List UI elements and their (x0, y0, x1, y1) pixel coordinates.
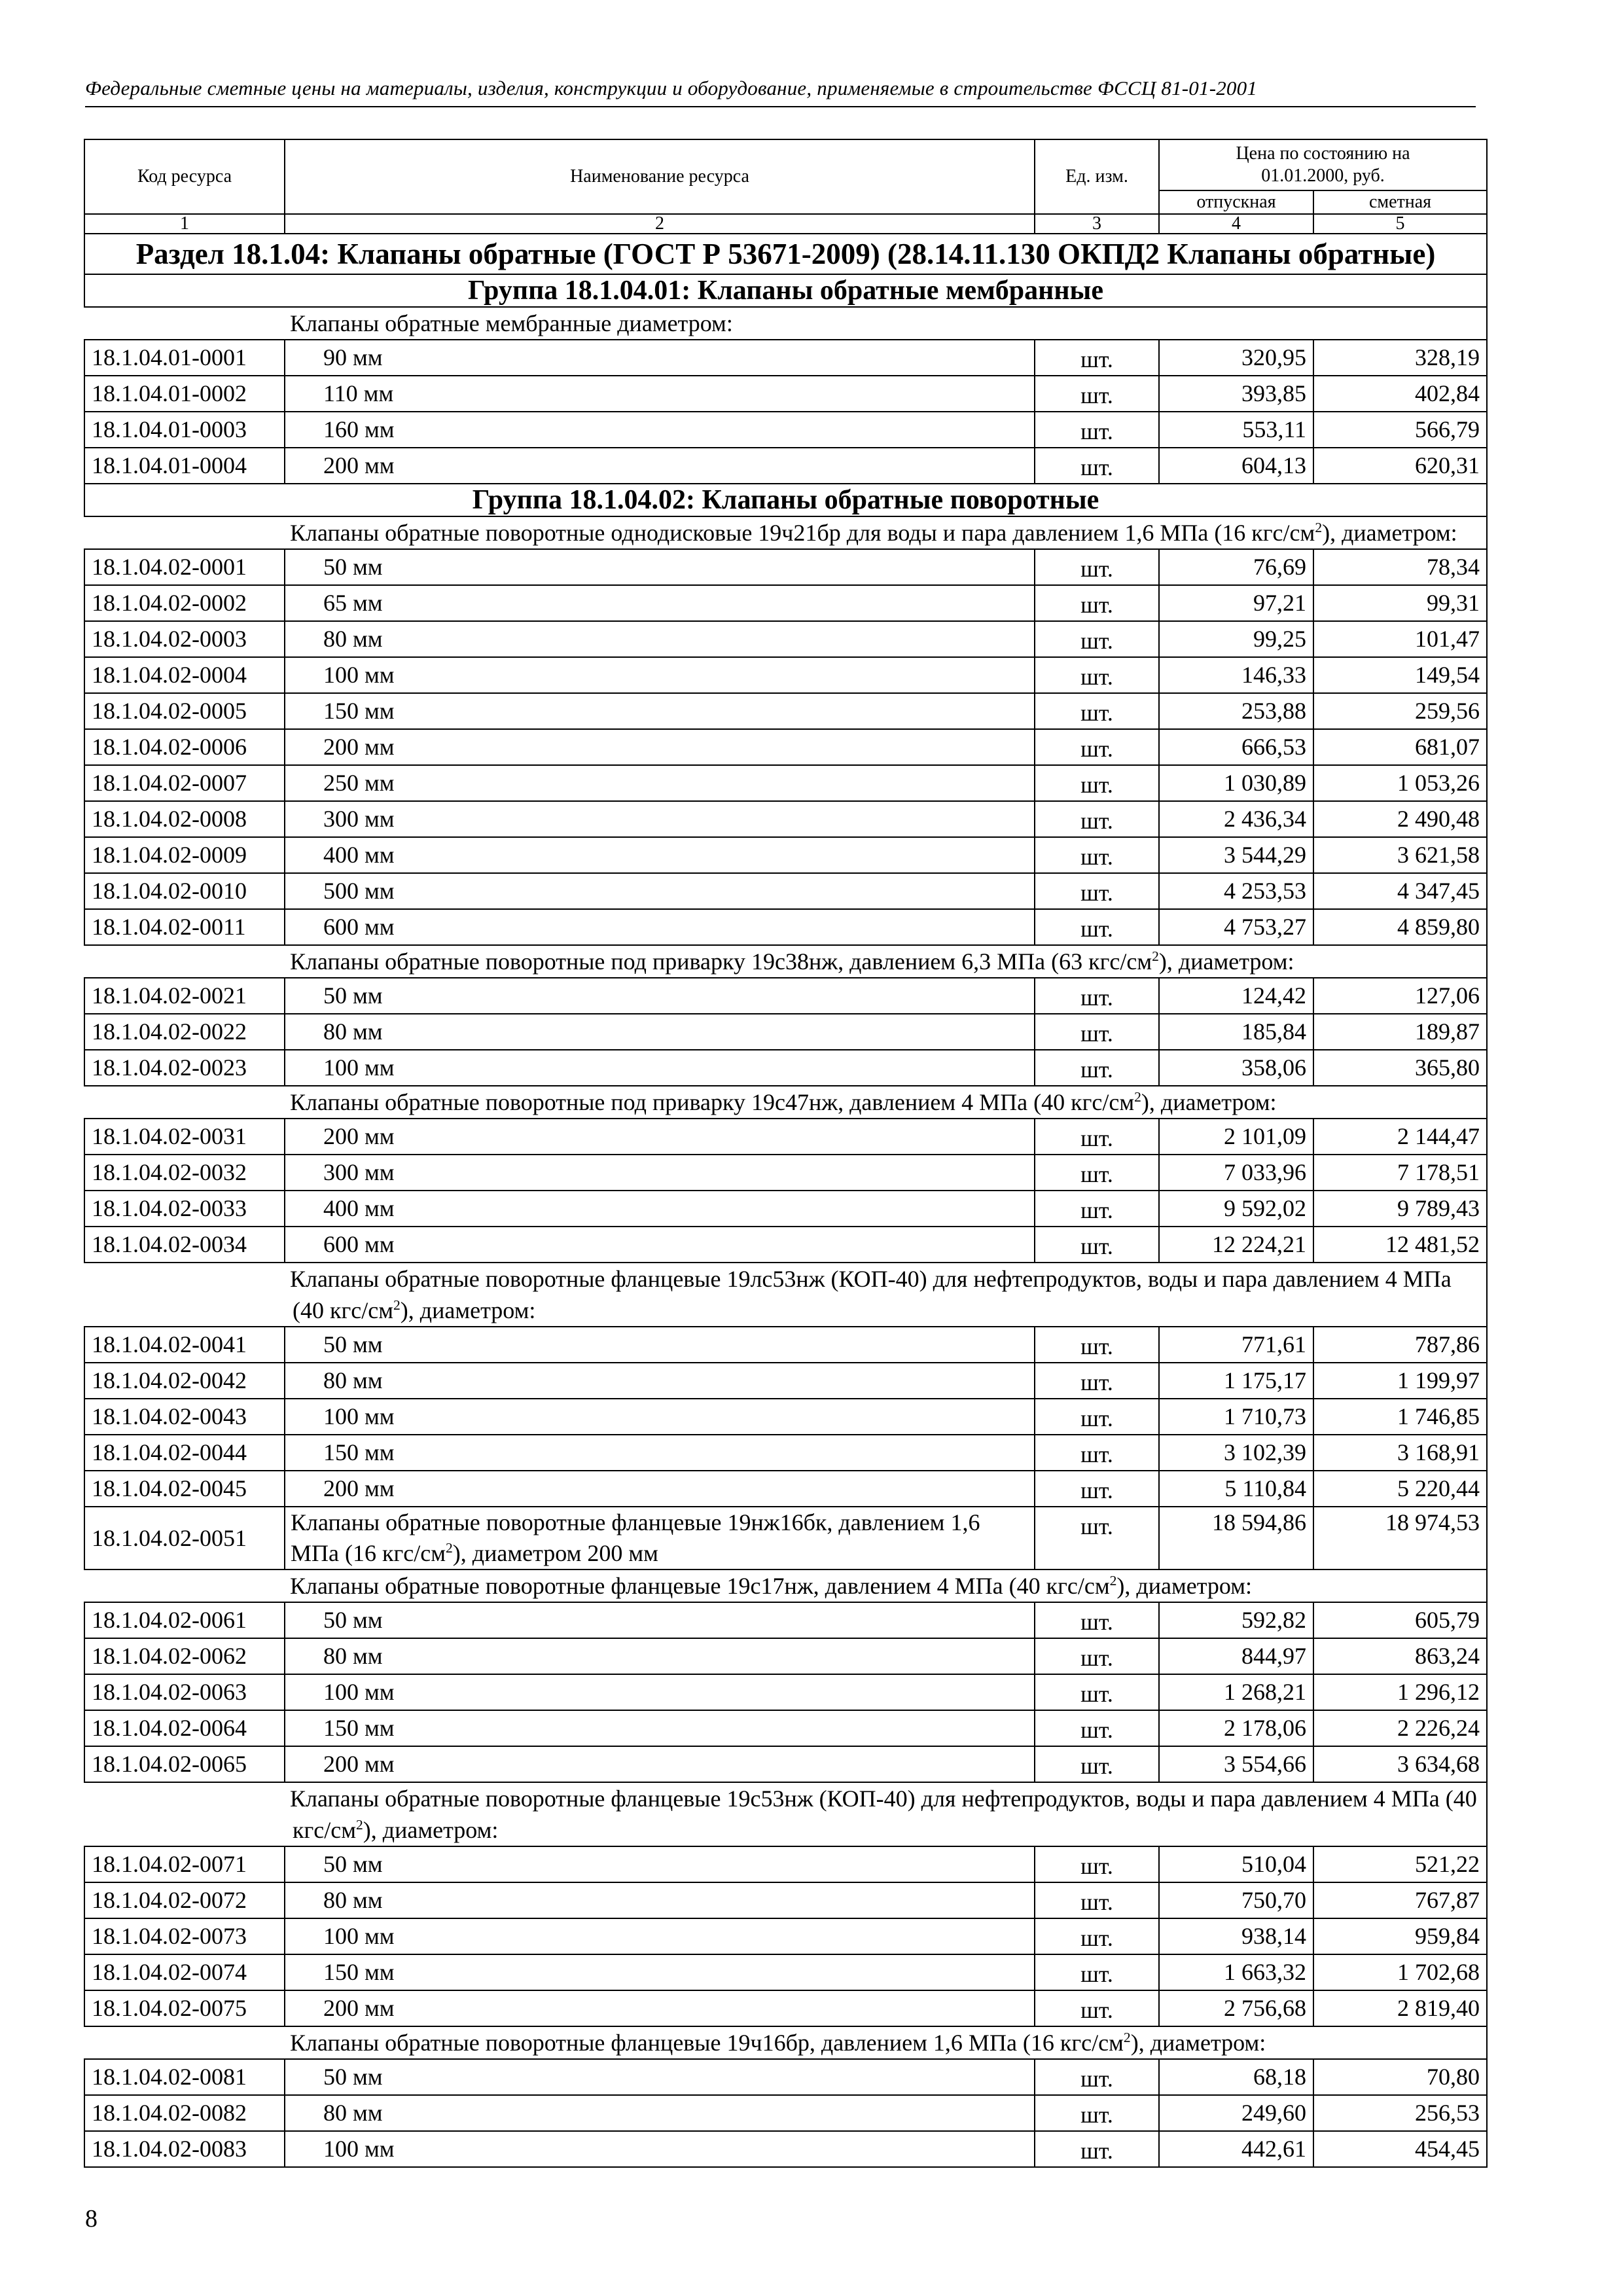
estimate-price: 259,56 (1313, 693, 1487, 729)
release-price: 592,82 (1159, 1602, 1313, 1638)
resource-name: 250 мм (285, 765, 1035, 801)
estimate-price: 127,06 (1313, 978, 1487, 1014)
resource-code: 18.1.04.02-0023 (84, 1050, 285, 1086)
col-header-release: отпускная (1159, 190, 1313, 214)
resource-code: 18.1.04.02-0021 (84, 978, 285, 1014)
col-number: 3 (1035, 214, 1159, 234)
release-price: 68,18 (1159, 2059, 1313, 2095)
estimate-price: 2 144,47 (1313, 1119, 1487, 1155)
table-row (84, 1050, 1487, 1086)
resource-code: 18.1.04.02-0063 (84, 1674, 285, 1710)
release-price: 2 178,06 (1159, 1710, 1313, 1746)
unit: шт. (1035, 1710, 1159, 1746)
release-price: 3 544,29 (1159, 837, 1313, 873)
subheading-row (84, 1782, 1487, 1846)
unit: шт. (1035, 1227, 1159, 1263)
release-price: 3 102,39 (1159, 1435, 1313, 1471)
release-price: 2 436,34 (1159, 801, 1313, 837)
table-row (84, 837, 1487, 873)
resource-name: 160 мм (285, 412, 1035, 448)
subheading-text: Клапаны обратные поворотные фланцевые 19с53нж (КОП-40) для нефтепродуктов, воды и пара давлением 4 МПа (40 кгс/$см^2$), диаметром: (84, 1782, 1487, 1846)
release-price: 750,70 (1159, 1882, 1313, 1918)
release-price: 3 554,66 (1159, 1746, 1313, 1782)
resource-code: 18.1.04.02-0004 (84, 657, 285, 693)
resource-code: 18.1.04.02-0074 (84, 1954, 285, 1990)
unit: шт. (1035, 1746, 1159, 1782)
page-header: Федеральные сметные цены на материалы, изделия, конструкции и оборудование, применяемые в строительстве ФССЦ 81-01-2001 (85, 73, 1476, 107)
unit: шт. (1035, 837, 1159, 873)
resource-name: 100 мм (285, 2131, 1035, 2167)
unit: шт. (1035, 1954, 1159, 1990)
release-price: 146,33 (1159, 657, 1313, 693)
unit: шт. (1035, 2059, 1159, 2095)
resource-code: 18.1.04.02-0061 (84, 1602, 285, 1638)
unit: шт. (1035, 1990, 1159, 2026)
table-row (84, 1014, 1487, 1050)
resource-name: 150 мм (285, 1710, 1035, 1746)
resource-name: 600 мм (285, 909, 1035, 945)
resource-name: 100 мм (285, 1918, 1035, 1954)
estimate-price: 454,45 (1313, 2131, 1487, 2167)
table-row (84, 448, 1487, 484)
table-row (84, 1954, 1487, 1990)
unit: шт. (1035, 621, 1159, 657)
subheading-row (84, 307, 1487, 340)
resource-code: 18.1.04.02-0065 (84, 1746, 285, 1782)
resource-name: 80 мм (285, 621, 1035, 657)
unit: шт. (1035, 412, 1159, 448)
section-title: Раздел 18.1.04: Клапаны обратные (ГОСТ Р 53671-2009) (28.14.11.130 ОКПД2 Клапаны обратные) (84, 234, 1487, 274)
estimate-price: 402,84 (1313, 376, 1487, 412)
estimate-price: 605,79 (1313, 1602, 1487, 1638)
unit: шт. (1035, 1050, 1159, 1086)
unit: шт. (1035, 1846, 1159, 1882)
resource-code: 18.1.04.02-0034 (84, 1227, 285, 1263)
release-price: 249,60 (1159, 2095, 1313, 2131)
resource-name: 80 мм (285, 1882, 1035, 1918)
estimate-price: 1 702,68 (1313, 1954, 1487, 1990)
unit: шт. (1035, 2131, 1159, 2167)
resource-name: 80 мм (285, 2095, 1035, 2131)
resource-name: 110 мм (285, 376, 1035, 412)
col-header-name: Наименование ресурса (285, 139, 1035, 214)
estimate-price: 9 789,43 (1313, 1191, 1487, 1227)
group-title: Группа 18.1.04.02: Клапаны обратные поворотные (84, 484, 1487, 516)
resource-name: 200 мм (285, 1119, 1035, 1155)
resource-name: 150 мм (285, 1954, 1035, 1990)
estimate-price: 1 199,97 (1313, 1363, 1487, 1399)
estimate-price: 12 481,52 (1313, 1227, 1487, 1263)
resource-code: 18.1.04.02-0032 (84, 1155, 285, 1191)
subheading-text: Клапаны обратные поворотные фланцевые 19лс53нж (КОП-40) для нефтепродуктов, воды и пара давлением 4 МПа (40 кгс/$см^2$), диаметром: (84, 1263, 1487, 1327)
release-price: 358,06 (1159, 1050, 1313, 1086)
resource-code: 18.1.04.02-0083 (84, 2131, 285, 2167)
estimate-price: 863,24 (1313, 1638, 1487, 1674)
estimate-price: 1 296,12 (1313, 1674, 1487, 1710)
unit: шт. (1035, 1471, 1159, 1507)
release-price: 12 224,21 (1159, 1227, 1313, 1263)
unit: шт. (1035, 1918, 1159, 1954)
resource-code: 18.1.04.02-0082 (84, 2095, 285, 2131)
unit: шт. (1035, 1119, 1159, 1155)
resource-name: 400 мм (285, 1191, 1035, 1227)
estimate-price: 2 226,24 (1313, 1710, 1487, 1746)
unit: шт. (1035, 729, 1159, 765)
estimate-price: 4 347,45 (1313, 873, 1487, 909)
release-price: 553,11 (1159, 412, 1313, 448)
table-row (84, 1602, 1487, 1638)
resource-name: 100 мм (285, 1050, 1035, 1086)
estimate-price: 5 220,44 (1313, 1471, 1487, 1507)
estimate-price: 328,19 (1313, 340, 1487, 376)
subheading-row (84, 1570, 1487, 1602)
resource-name: 100 мм (285, 657, 1035, 693)
table-row (84, 765, 1487, 801)
table-row (84, 376, 1487, 412)
subheading-text: Клапаны обратные поворотные под приварку 19с38нж, давлением 6,3 МПа (63 кгс/$см^2$), диаметром: (84, 945, 1487, 978)
section-row (84, 234, 1487, 274)
estimate-price: 959,84 (1313, 1918, 1487, 1954)
release-price: 1 710,73 (1159, 1399, 1313, 1435)
resource-name: 200 мм (285, 1990, 1035, 2026)
release-price: 4 253,53 (1159, 873, 1313, 909)
resource-code: 18.1.04.01-0001 (84, 340, 285, 376)
table-row (84, 1990, 1487, 2026)
resource-code: 18.1.04.02-0033 (84, 1191, 285, 1227)
release-price: 771,61 (1159, 1327, 1313, 1363)
resource-code: 18.1.04.02-0022 (84, 1014, 285, 1050)
estimate-price: 1 053,26 (1313, 765, 1487, 801)
table-body (84, 139, 1487, 2167)
table-row (84, 1710, 1487, 1746)
estimate-price: 787,86 (1313, 1327, 1487, 1363)
resource-code: 18.1.04.02-0008 (84, 801, 285, 837)
table-row (84, 978, 1487, 1014)
unit: шт. (1035, 657, 1159, 693)
resource-code: 18.1.04.01-0004 (84, 448, 285, 484)
unit: шт. (1035, 1399, 1159, 1435)
estimate-price: 3 168,91 (1313, 1435, 1487, 1471)
estimate-price: 681,07 (1313, 729, 1487, 765)
resource-code: 18.1.04.02-0006 (84, 729, 285, 765)
table-row (84, 2059, 1487, 2095)
col-header-code: Код ресурса (84, 139, 285, 214)
resource-code: 18.1.04.02-0005 (84, 693, 285, 729)
table-row (84, 621, 1487, 657)
estimate-price: 365,80 (1313, 1050, 1487, 1086)
unit: шт. (1035, 1363, 1159, 1399)
subheading-text: Клапаны обратные мембранные диаметром: (84, 307, 1487, 340)
resource-name: Клапаны обратные поворотные фланцевые 19нж16бк, давлением 1,6 МПа (16 кгс/$см^2$), диаметром 200 мм (285, 1507, 1035, 1570)
estimate-price: 3 621,58 (1313, 837, 1487, 873)
estimate-price: 7 178,51 (1313, 1155, 1487, 1191)
release-price: 4 753,27 (1159, 909, 1313, 945)
unit: шт. (1035, 1155, 1159, 1191)
table-row (84, 1327, 1487, 1363)
table-row (84, 657, 1487, 693)
resource-name: 400 мм (285, 837, 1035, 873)
col-header-price: Цена по состоянию на 01.01.2000, руб. (1159, 139, 1487, 190)
table-row (84, 2095, 1487, 2131)
resource-name: 300 мм (285, 801, 1035, 837)
table-row (84, 1846, 1487, 1882)
resource-name: 100 мм (285, 1399, 1035, 1435)
subheading-text: Клапаны обратные поворотные под приварку 19с47нж, давлением 4 МПа (40 кгс/$см^2$), диаметром: (84, 1086, 1487, 1119)
table-row (84, 1119, 1487, 1155)
subheading-row (84, 1086, 1487, 1119)
release-price: 18 594,86 (1159, 1507, 1313, 1570)
resource-name: 300 мм (285, 1155, 1035, 1191)
resource-name: 500 мм (285, 873, 1035, 909)
resource-code: 18.1.04.01-0003 (84, 412, 285, 448)
unit: шт. (1035, 340, 1159, 376)
release-price: 938,14 (1159, 1918, 1313, 1954)
col-number: 5 (1313, 214, 1487, 234)
release-price: 185,84 (1159, 1014, 1313, 1050)
unit: шт. (1035, 765, 1159, 801)
resource-code: 18.1.04.01-0002 (84, 376, 285, 412)
subheading-row (84, 945, 1487, 978)
col-header-estimate: сметная (1313, 190, 1487, 214)
subheading-row (84, 2026, 1487, 2059)
resource-name: 50 мм (285, 1846, 1035, 1882)
resource-name: 50 мм (285, 1327, 1035, 1363)
table-row (84, 693, 1487, 729)
estimate-price: 101,47 (1313, 621, 1487, 657)
table-row (84, 585, 1487, 621)
resource-name: 50 мм (285, 2059, 1035, 2095)
unit: шт. (1035, 2095, 1159, 2131)
table-row (84, 1918, 1487, 1954)
resource-code: 18.1.04.02-0003 (84, 621, 285, 657)
resource-name: 80 мм (285, 1638, 1035, 1674)
resource-code: 18.1.04.02-0007 (84, 765, 285, 801)
unit: шт. (1035, 909, 1159, 945)
estimate-price: 18 974,53 (1313, 1507, 1487, 1570)
release-price: 1 030,89 (1159, 765, 1313, 801)
resource-code: 18.1.04.02-0075 (84, 1990, 285, 2026)
release-price: 5 110,84 (1159, 1471, 1313, 1507)
resource-code: 18.1.04.02-0041 (84, 1327, 285, 1363)
table-row (84, 1399, 1487, 1435)
resource-code: 18.1.04.02-0051 (84, 1507, 285, 1570)
table-row (84, 412, 1487, 448)
resource-code: 18.1.04.02-0031 (84, 1119, 285, 1155)
col-header-unit: Ед. изм. (1035, 139, 1159, 214)
estimate-price: 256,53 (1313, 2095, 1487, 2131)
table-row (84, 873, 1487, 909)
table-row (84, 1507, 1487, 1570)
subheading-text: Клапаны обратные поворотные однодисковые 19ч21бр для воды и пара давлением 1,6 МПа (16 кгс/$см^2$), диаметром: (84, 516, 1487, 549)
estimate-price: 149,54 (1313, 657, 1487, 693)
resource-code: 18.1.04.02-0081 (84, 2059, 285, 2095)
price-table (84, 139, 1488, 2168)
release-price: 76,69 (1159, 549, 1313, 585)
unit: шт. (1035, 801, 1159, 837)
unit: шт. (1035, 1327, 1159, 1363)
estimate-price: 521,22 (1313, 1846, 1487, 1882)
unit: шт. (1035, 1507, 1159, 1570)
unit: шт. (1035, 376, 1159, 412)
subheading-text: Клапаны обратные поворотные фланцевые 19с17нж, давлением 4 МПа (40 кгс/$см^2$), диаметром: (84, 1570, 1487, 1602)
release-price: 99,25 (1159, 621, 1313, 657)
release-price: 844,97 (1159, 1638, 1313, 1674)
estimate-price: 78,34 (1313, 549, 1487, 585)
resource-code: 18.1.04.02-0045 (84, 1471, 285, 1507)
resource-name: 50 мм (285, 1602, 1035, 1638)
release-price: 393,85 (1159, 376, 1313, 412)
table-row (84, 909, 1487, 945)
resource-code: 18.1.04.02-0044 (84, 1435, 285, 1471)
unit: шт. (1035, 448, 1159, 484)
release-price: 1 268,21 (1159, 1674, 1313, 1710)
table-row (84, 801, 1487, 837)
release-price: 9 592,02 (1159, 1191, 1313, 1227)
table-row (84, 2131, 1487, 2167)
table-row (84, 549, 1487, 585)
estimate-price: 1 746,85 (1313, 1399, 1487, 1435)
group-row (84, 484, 1487, 516)
resource-code: 18.1.04.02-0073 (84, 1918, 285, 1954)
subheading-text: Клапаны обратные поворотные фланцевые 19ч16бр, давлением 1,6 МПа (16 кгс/$см^2$), диаметром: (84, 2026, 1487, 2059)
subheading-row (84, 1263, 1487, 1327)
unit: шт. (1035, 978, 1159, 1014)
column-numbers-row (84, 214, 1487, 234)
table-row (84, 1638, 1487, 1674)
resource-name: 100 мм (285, 1674, 1035, 1710)
estimate-price: 3 634,68 (1313, 1746, 1487, 1782)
estimate-price: 70,80 (1313, 2059, 1487, 2095)
estimate-price: 767,87 (1313, 1882, 1487, 1918)
resource-name: 200 мм (285, 1471, 1035, 1507)
unit: шт. (1035, 585, 1159, 621)
release-price: 1 175,17 (1159, 1363, 1313, 1399)
release-price: 442,61 (1159, 2131, 1313, 2167)
table-row (84, 1227, 1487, 1263)
col-number: 4 (1159, 214, 1313, 234)
resource-code: 18.1.04.02-0043 (84, 1399, 285, 1435)
resource-code: 18.1.04.02-0009 (84, 837, 285, 873)
release-price: 604,13 (1159, 448, 1313, 484)
release-price: 7 033,96 (1159, 1155, 1313, 1191)
table-row (84, 1746, 1487, 1782)
group-title: Группа 18.1.04.01: Клапаны обратные мембранные (84, 274, 1487, 307)
header-row (84, 139, 1487, 190)
resource-code: 18.1.04.02-0042 (84, 1363, 285, 1399)
resource-name: 80 мм (285, 1363, 1035, 1399)
resource-name: 600 мм (285, 1227, 1035, 1263)
table-row (84, 1191, 1487, 1227)
release-price: 510,04 (1159, 1846, 1313, 1882)
unit: шт. (1035, 549, 1159, 585)
unit: шт. (1035, 1882, 1159, 1918)
estimate-price: 566,79 (1313, 412, 1487, 448)
group-row (84, 274, 1487, 307)
unit: шт. (1035, 693, 1159, 729)
estimate-price: 4 859,80 (1313, 909, 1487, 945)
unit: шт. (1035, 1638, 1159, 1674)
table-row (84, 1674, 1487, 1710)
table-row (84, 1882, 1487, 1918)
resource-code: 18.1.04.02-0001 (84, 549, 285, 585)
resource-code: 18.1.04.02-0064 (84, 1710, 285, 1746)
estimate-price: 2 490,48 (1313, 801, 1487, 837)
resource-name: 90 мм (285, 340, 1035, 376)
resource-name: 200 мм (285, 1746, 1035, 1782)
col-number: 2 (285, 214, 1035, 234)
release-price: 1 663,32 (1159, 1954, 1313, 1990)
subheading-row (84, 516, 1487, 549)
resource-code: 18.1.04.02-0010 (84, 873, 285, 909)
resource-code: 18.1.04.02-0072 (84, 1882, 285, 1918)
resource-name: 65 мм (285, 585, 1035, 621)
unit: шт. (1035, 1435, 1159, 1471)
release-price: 97,21 (1159, 585, 1313, 621)
table-row (84, 340, 1487, 376)
release-price: 124,42 (1159, 978, 1313, 1014)
unit: шт. (1035, 1014, 1159, 1050)
table-row (84, 1471, 1487, 1507)
table-row (84, 1155, 1487, 1191)
resource-code: 18.1.04.02-0071 (84, 1846, 285, 1882)
release-price: 2 101,09 (1159, 1119, 1313, 1155)
resource-name: 150 мм (285, 1435, 1035, 1471)
release-price: 253,88 (1159, 693, 1313, 729)
unit: шт. (1035, 1191, 1159, 1227)
resource-name: 150 мм (285, 693, 1035, 729)
unit: шт. (1035, 1602, 1159, 1638)
resource-code: 18.1.04.02-0002 (84, 585, 285, 621)
resource-code: 18.1.04.02-0062 (84, 1638, 285, 1674)
estimate-price: 189,87 (1313, 1014, 1487, 1050)
resource-name: 200 мм (285, 448, 1035, 484)
resource-name: 50 мм (285, 978, 1035, 1014)
col-number: 1 (84, 214, 285, 234)
table-row (84, 1363, 1487, 1399)
resource-name: 80 мм (285, 1014, 1035, 1050)
release-price: 2 756,68 (1159, 1990, 1313, 2026)
estimate-price: 99,31 (1313, 585, 1487, 621)
release-price: 320,95 (1159, 340, 1313, 376)
resource-name: 200 мм (285, 729, 1035, 765)
estimate-price: 2 819,40 (1313, 1990, 1487, 2026)
estimate-price: 620,31 (1313, 448, 1487, 484)
release-price: 666,53 (1159, 729, 1313, 765)
table-row (84, 729, 1487, 765)
resource-name: 50 мм (285, 549, 1035, 585)
unit: шт. (1035, 873, 1159, 909)
page-number: 8 (85, 2205, 98, 2233)
resource-code: 18.1.04.02-0011 (84, 909, 285, 945)
unit: шт. (1035, 1674, 1159, 1710)
table-row (84, 1435, 1487, 1471)
